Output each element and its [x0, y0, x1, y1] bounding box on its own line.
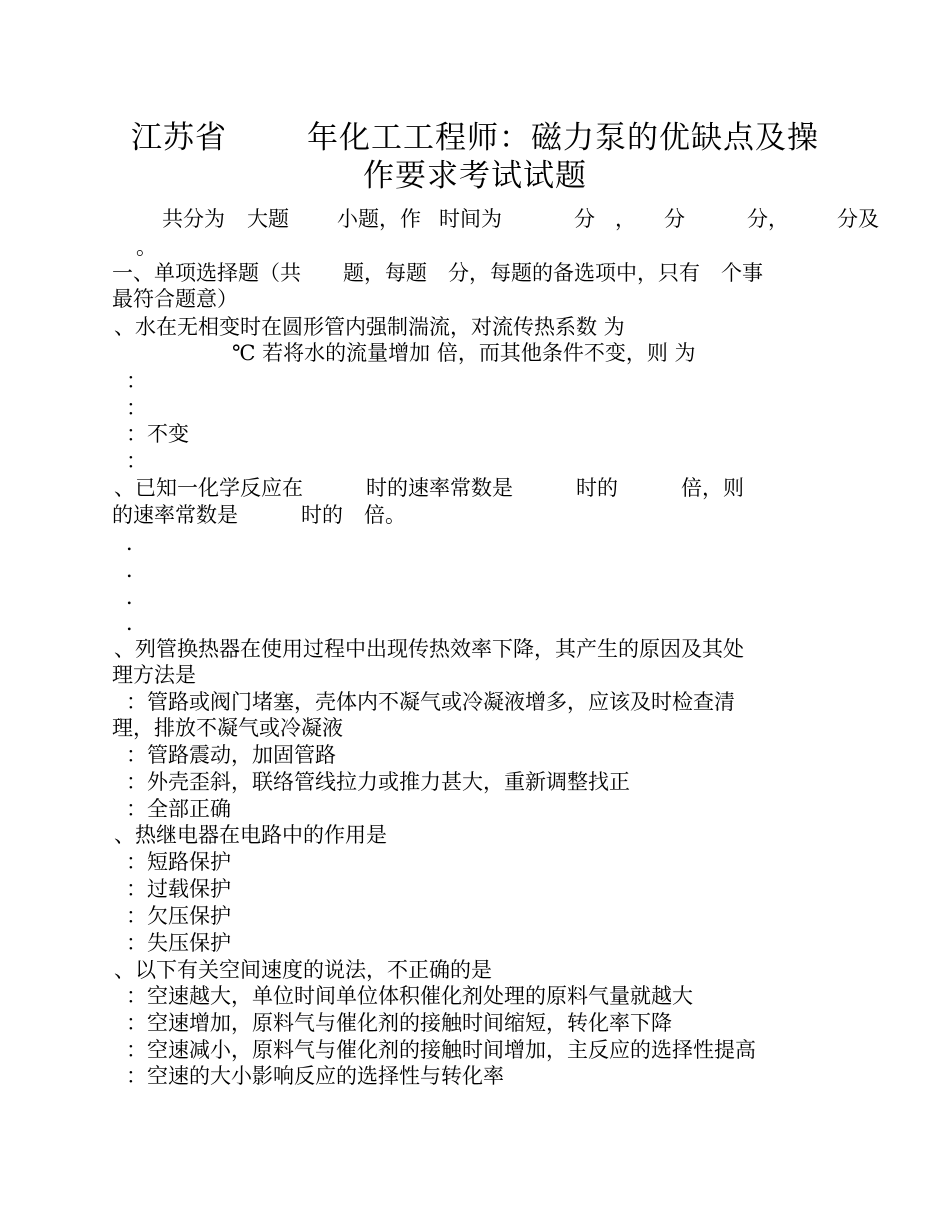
question-2-option-b: ． — [126, 558, 147, 582]
title-province: 江苏省 — [131, 120, 227, 156]
question-1-option-b: ： — [126, 396, 147, 420]
question-1-option-d: ： — [126, 449, 147, 473]
question-5-stem: 、以下有关空间速度的说法，不正确的是 — [114, 958, 492, 982]
question-2-stem-cont: 的速率常数是 时的 倍。 — [112, 503, 406, 527]
intro-part: 分 — [574, 207, 595, 231]
question-3-option-a: ：管路或阀门堵塞，壳体内不凝气或冷凝液增多，应该及时检查清 — [126, 690, 735, 714]
question-5-option-a: ：空速越大，单位时间单位体积催化剂处理的原料气量就越大 — [126, 984, 693, 1008]
question-1-option-a: ： — [126, 369, 147, 393]
exam-intro-end: 。 — [136, 235, 157, 259]
question-2-option-a: ． — [126, 531, 147, 555]
question-2-option-d: ． — [126, 611, 147, 635]
page-title-line-2: 作要求考试试题 — [363, 158, 587, 194]
question-3-option-d: ：全部正确 — [126, 797, 231, 821]
question-3-option-b: ：管路震动，加固管路 — [126, 743, 336, 767]
question-2-stem: 、已知一化学反应在 时的速率常数是 时的 倍，则 — [114, 476, 744, 500]
question-4-stem: 、热继电器在电路中的作用是 — [114, 823, 387, 847]
section-heading: 一、单项选择题（共 题，每题 分，每题的备选项中，只有 个事 — [112, 261, 763, 285]
intro-part: 时间为 — [439, 207, 502, 231]
page-title-line-1 — [0, 118, 950, 158]
question-3-option-a-cont: 理，排放不凝气或冷凝液 — [112, 716, 343, 740]
intro-part: ， — [615, 207, 636, 231]
exam-intro — [162, 206, 879, 232]
intro-part: 分， — [747, 207, 789, 231]
question-1-stem-cont: ℃ 若将水的流量增加 倍，而其他条件不变，则 为 — [232, 341, 696, 365]
section-heading-cont: 最符合题意） — [112, 287, 238, 311]
title-main: 年化工工程师：磁力泵的优缺点及操 — [307, 120, 819, 156]
question-3-option-c: ：外壳歪斜，联络管线拉力或推力甚大，重新调整找正 — [126, 770, 630, 794]
question-4-option-c: ：欠压保护 — [126, 904, 231, 928]
question-3-stem: 、列管换热器在使用过程中出现传热效率下降，其产生的原因及其处 — [114, 637, 744, 661]
question-3-stem-cont: 理方法是 — [112, 663, 196, 687]
question-4-option-d: ：失压保护 — [126, 931, 231, 955]
question-4-option-a: ：短路保护 — [126, 850, 231, 874]
intro-part: 分及 — [837, 207, 879, 231]
question-5-option-b: ：空速增加，原料气与催化剂的接触时间缩短，转化率下降 — [126, 1011, 672, 1035]
question-1-option-c: ：不变 — [126, 422, 189, 446]
intro-part: 共分为 — [162, 207, 225, 231]
question-2-option-c: ． — [126, 585, 147, 609]
intro-part: 分 — [664, 207, 685, 231]
intro-part: 大题 — [247, 207, 289, 231]
question-5-option-d: ：空速的大小影响反应的选择性与转化率 — [126, 1064, 504, 1088]
question-1-stem: 、水在无相变时在圆形管内强制湍流，对流传热系数 为 — [114, 315, 625, 339]
question-4-option-b: ：过载保护 — [126, 877, 231, 901]
question-5-option-c: ：空速减小，原料气与催化剂的接触时间增加，主反应的选择性提高 — [126, 1038, 756, 1062]
intro-part: 小题，作 — [337, 207, 421, 231]
